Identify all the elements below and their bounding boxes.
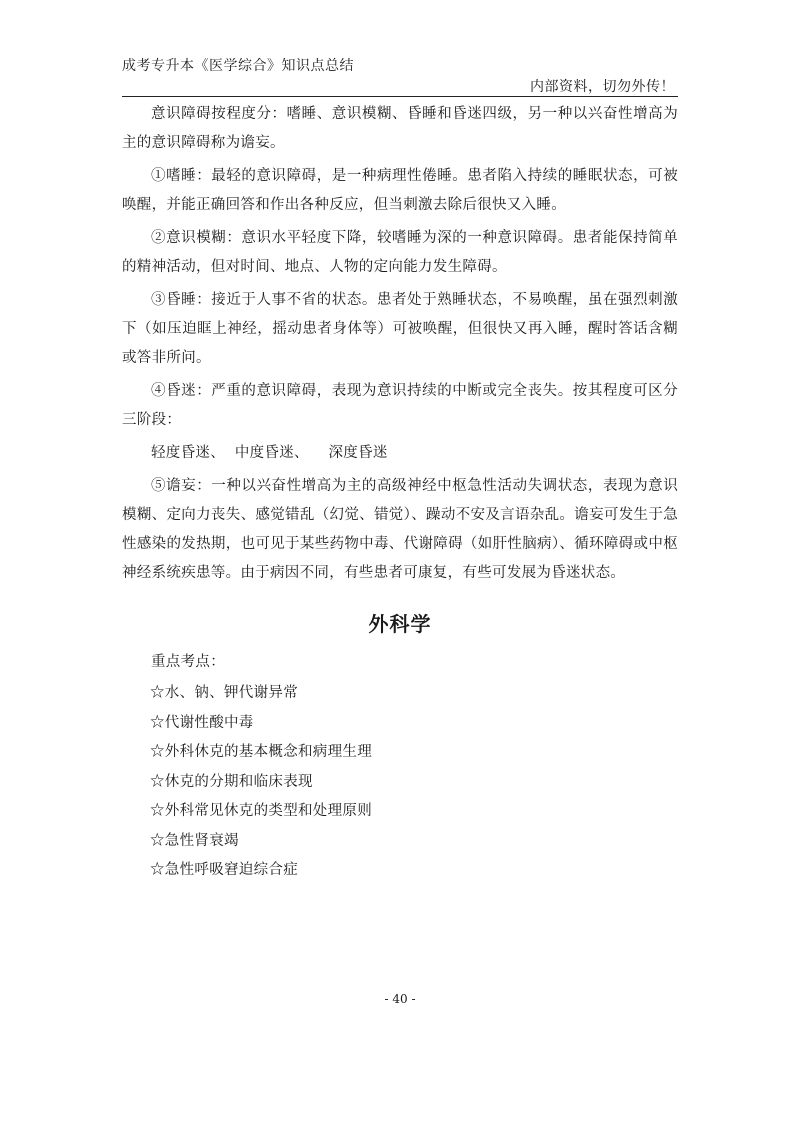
intro-paragraph: 意识障碍按程度分：嗜睡、意识模糊、昏睡和昏迷四级，另一种以兴奋性增高为主的意识障碍称为谵妄。 [122,106,678,151]
header-divider [122,96,678,97]
keypoints-list [150,680,372,881]
list-item: ☆代谢性酸中毒 [150,714,254,731]
confusion-paragraph: ②意识模糊：意识水平轻度下降，较嗜睡为深的一种意识障碍。患者能保持简单的精神活动，但对时间、地点、人物的定向能力发生障碍。 [122,230,678,275]
list-item: ☆外科休克的基本概念和病理生理 [150,744,372,760]
list-item: ☆休克的分期和临床表现 [150,773,313,790]
list-item: ☆外科常见休克的类型和处理原则 [150,803,372,819]
stupor-paragraph: ③昏睡：接近于人事不省的状态。患者处于熟睡状态，不易唤醒，虽在强烈刺激下（如压迫眶上神经，摇动患者身体等）可被唤醒，但很快又再入睡，醒时答话含糊或答非所问。 [122,292,678,366]
page-number: - 40 - [384,992,416,1006]
delirium-paragraph: ⑤谵妄：一种以兴奋性增高为主的高级神经中枢急性活动失调状态，表现为意识模糊、定向力丧失、感觉错乱（幻觉、错觉）、躁动不安及言语杂乱。谵妄可发生于急性感染的发热期，也可见于某些药物中毒、代谢障碍（如肝性脑病）、循环障碍或中枢神经系统疾患等。由于病因不同，有些患者可康复，有些可发展为昏迷状态。 [122,478,678,581]
consciousness-disorder-section [122,100,678,588]
document-header-title: 成考专升本《医学综合》知识点总结 [122,58,354,74]
surgery-section-title: 外科学 [368,612,432,636]
list-item: ☆急性呼吸窘迫综合症 [150,862,298,878]
confidential-notice: 内部资料，切勿外传！ [530,79,675,95]
keypoints-label: 重点考点： [151,654,225,670]
list-item: ☆急性肾衰竭 [150,832,239,849]
somnolence-paragraph: ①嗜睡：最轻的意识障碍，是一种病理性倦睡。患者陷入持续的睡眠状态，可被唤醒，并能正确回答和作出各种反应，但当刺激去除后很快又入睡。 [122,168,678,213]
coma-paragraph: ④昏迷：严重的意识障碍，表现为意识持续的中断或完全丧失。按其程度可区分三阶段： [122,383,678,428]
list-item: ☆水、钠、钾代谢异常 [150,685,298,701]
coma-stages: 轻度昏迷、 中度昏迷、 深度昏迷 [151,445,388,461]
